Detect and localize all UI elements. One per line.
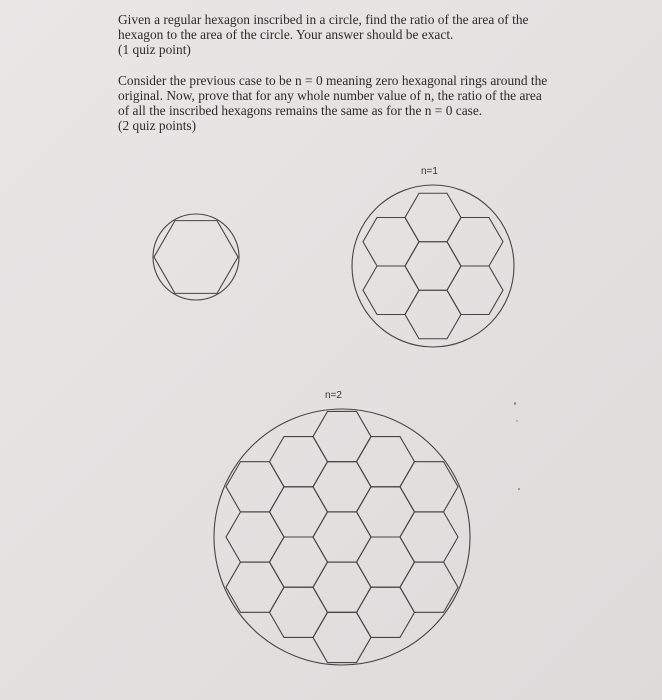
text-line: (1 quiz point) <box>118 42 191 57</box>
hexagon <box>226 462 284 512</box>
figure-n1-label: n=1 <box>421 166 438 177</box>
paper-speck <box>514 402 516 405</box>
hexagon <box>357 487 415 537</box>
text-line: of all the inscribed hexagons remains the same as for the n = 0 case. <box>118 103 483 118</box>
hexagon <box>363 266 419 315</box>
circumscribed-circle <box>352 185 514 347</box>
circumscribed-circle <box>153 214 239 300</box>
hexagon <box>313 512 371 562</box>
hexagon <box>226 562 284 612</box>
hexagon <box>270 437 328 487</box>
text-line: Consider the previous case to be n = 0 meaning zero hexagonal rings around the <box>118 73 548 88</box>
hexagon <box>405 290 461 339</box>
hexagon <box>270 587 328 637</box>
paper-speck <box>516 420 518 422</box>
hexagon <box>357 587 415 637</box>
hexagon <box>447 266 503 315</box>
figure-n2-label: n=2 <box>325 390 342 401</box>
paper-speck <box>518 488 520 490</box>
hexagon <box>313 562 371 612</box>
hexagon <box>400 562 458 612</box>
hexagon <box>313 612 371 662</box>
hexagon <box>363 218 419 267</box>
figure-n0 <box>153 214 239 300</box>
circumscribed-circle <box>214 409 470 665</box>
hexagon <box>405 242 461 291</box>
text-line: original. Now, prove that for any whole number value of n, the ratio of the area <box>118 88 542 103</box>
figure-n1 <box>352 185 514 347</box>
hexagon <box>154 221 238 294</box>
hexagon <box>447 218 503 267</box>
hexagon <box>400 512 458 562</box>
hexagon <box>313 462 371 512</box>
hexagon <box>357 537 415 587</box>
text-line: hexagon to the area of the circle. Your answer should be exact. <box>118 27 454 42</box>
hexagon <box>405 193 461 242</box>
hexagon <box>357 437 415 487</box>
text-line: Given a regular hexagon inscribed in a circle, find the ratio of the area of the <box>118 12 529 27</box>
text-line: (2 quiz points) <box>118 118 197 133</box>
hexagon <box>270 537 328 587</box>
hexagon <box>226 512 284 562</box>
hexagon <box>400 462 458 512</box>
figure-n2 <box>214 409 470 665</box>
hexagon <box>313 411 371 461</box>
hexagon <box>270 487 328 537</box>
